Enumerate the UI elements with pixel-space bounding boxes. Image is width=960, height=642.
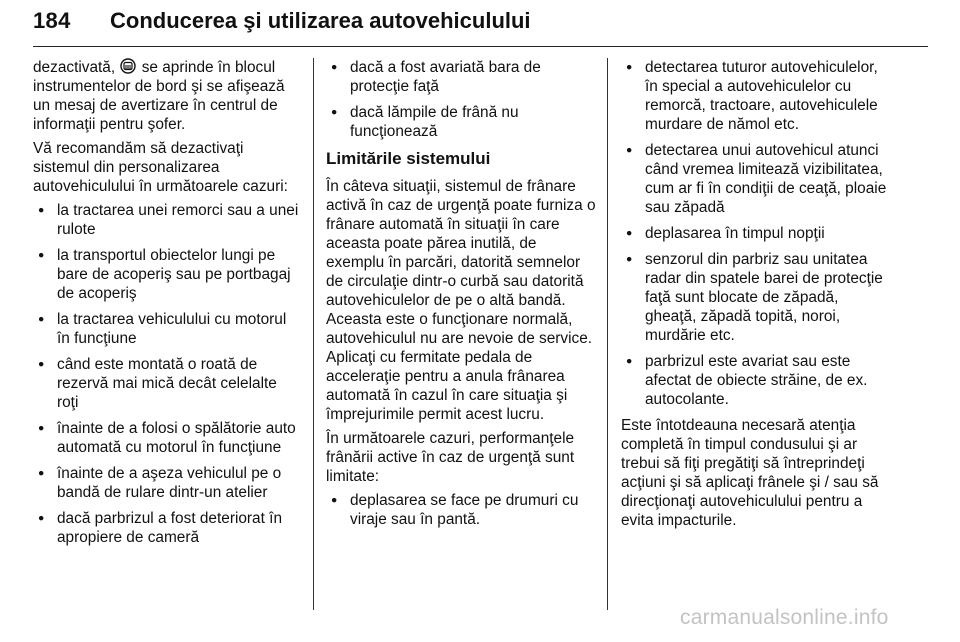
column-middle	[326, 58, 596, 536]
paragraph: În următoarele cazuri, performanţele frânării active în caz de urgenţă sunt limitate:	[326, 430, 575, 485]
list-item: ● deplasarea în timpul nopţii	[621, 224, 891, 243]
list-item: ● dacă lămpile de frână nu funcţionează	[326, 103, 596, 141]
list-item: ● la tractarea unei remorci sau a unei rulote	[33, 201, 301, 239]
column-right	[621, 58, 891, 535]
list-item: ● parbrizul este avariat sau este afectat de obiecte străine, de ex. autocolante.	[621, 352, 891, 409]
paragraph: În câteva situaţii, sistemul de frânare activă în caz de urgenţă poate furniza o frânare automată în situaţii în care aceasta poate părea inutilă, de exemplu în parcări, datorită semnelor de circulaţie dintr-o curbă sau datorită autovehiculelor de pe o altă bandă. Aceasta este o funcţionare normală, autovehiculul nu are nevoie de service. Aplicaţi cu fermitate pedala de acceleraţie pentru a anula frânarea automată în cazul în care situaţia şi împrejurimile permit acest lucru.	[326, 178, 596, 423]
column-left	[33, 58, 301, 554]
list-item: ● înainte de a aşeza vehiculul pe o bandă de rulare dintr-un atelier	[33, 464, 301, 502]
section-title: Limitările sistemului	[326, 149, 491, 168]
bullet-list	[326, 58, 596, 141]
paragraph: dezactivată, se aprinde în blocul instrumentelor de bord şi se afişează un mesaj de avertizare în centrul de informaţii pentru şofer.	[33, 59, 285, 133]
bullet-list	[33, 201, 301, 547]
list-item: ● deplasarea se face pe drumuri cu viraje sau în pantă.	[326, 491, 596, 529]
paragraph: Vă recomandăm să dezactivaţi sistemul din personalizarea autovehiculului în următoarele cazuri:	[33, 140, 288, 195]
page-number: 184	[33, 8, 71, 33]
list-item: ● detectarea tuturor autovehiculelor, în special a autovehiculelor cu remorcă, tractoare, autovehiculele murdare de nămol etc.	[621, 58, 891, 134]
list-item: ● înainte de a folosi o spălătorie auto automată cu motorul în funcţiune	[33, 419, 301, 457]
bullet-list	[621, 58, 891, 409]
list-item: ● detectarea unui autovehicul atunci când vremea limitează vizibilitatea, cum ar fi în condiţii de ceaţă, ploaie sau zăpadă	[621, 141, 891, 217]
bullet-list	[326, 491, 596, 529]
list-item: ● la transportul obiectelor lungi pe bare de acoperiş sau pe portbagaj de acoperiş	[33, 246, 301, 303]
list-item: ● la tractarea vehiculului cu motorul în funcţiune	[33, 310, 301, 348]
list-item: ● dacă parbrizul a fost deteriorat în apropiere de cameră	[33, 509, 301, 547]
collision-warning-icon	[120, 58, 136, 74]
list-item: ● dacă a fost avariată bara de protecţie faţă	[326, 58, 596, 96]
watermark: carmanualsonline.info	[680, 606, 889, 629]
paragraph: Este întotdeauna necesară atenţia completă în timpul condusului şi ar trebui să fiţi pregătiţi să întreprindeţi acţiuni şi să aplicaţi frânele şi / sau să direcţionaţi autovehiculului pentru a evita impacturile.	[621, 417, 879, 529]
column-divider	[313, 58, 314, 610]
page-header	[33, 2, 928, 47]
column-divider	[607, 58, 608, 610]
list-item: ● senzorul din parbriz sau unitatea radar din spatele barei de protecţie faţă sunt blocate de zăpadă, gheaţă, zăpadă topită, noroi, murdărie etc.	[621, 250, 891, 345]
list-item: ● când este montată o roată de rezervă mai mică decât celelalte roţi	[33, 355, 301, 412]
page-title: Conducerea şi utilizarea autovehiculului	[110, 8, 531, 33]
